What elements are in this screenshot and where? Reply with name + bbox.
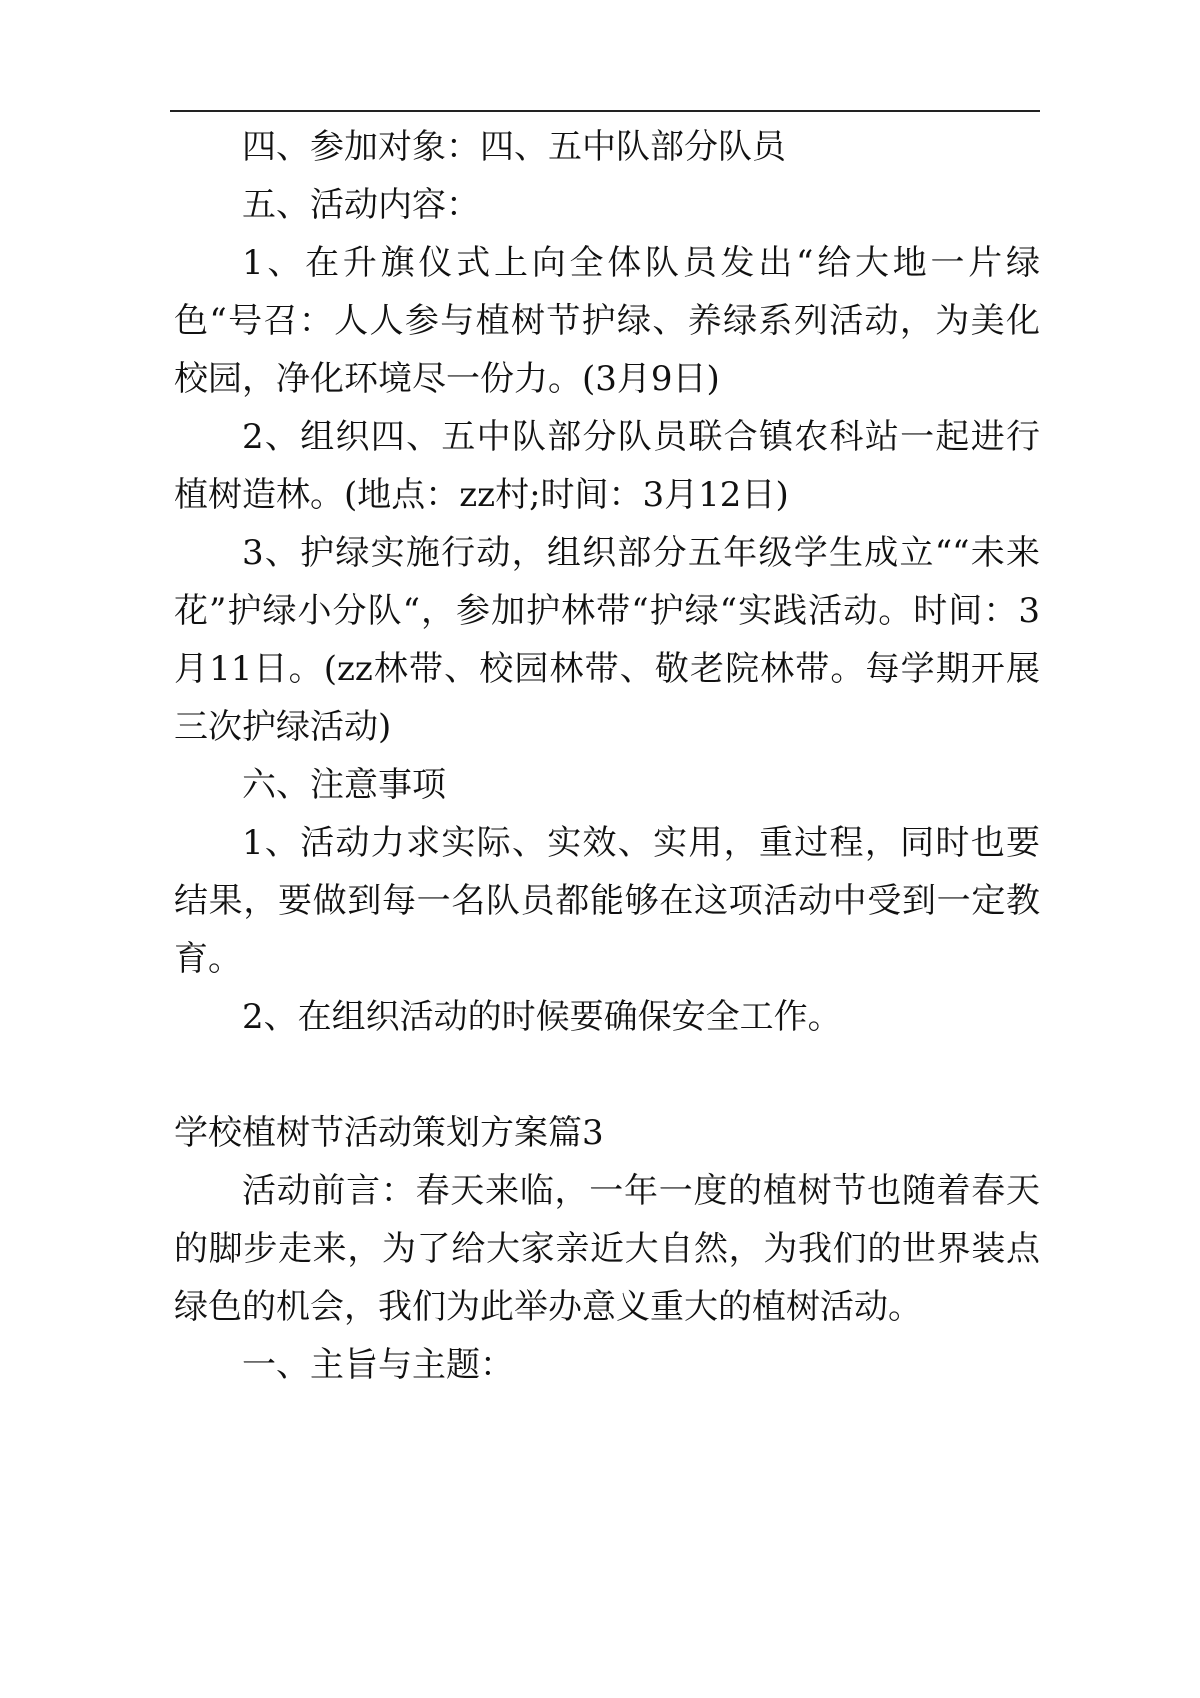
paragraph-activity-item-1: 1、在升旗仪式上向全体队员发出“给大地一片绿色“号召：人人参与植树节护绿、养绿系列活动，为美化校园，净化环境尽一份力。(3月9日) [174, 243, 1040, 399]
paragraph-activity-item-3: 3、护绿实施行动，组织部分五年级学生成立““未来花”护绿小分队“，参加护林带“护绿“实践活动。时间：3月11日。(zz林带、校园林带、敬老院林带。每学期开展三次护绿活动) [174, 533, 1040, 747]
paragraph-note-1: 1、活动力求实际、实效、实用，重过程，同时也要结果，要做到每一名队员都能够在这项活动中受到一定教育。 [174, 823, 1040, 979]
paragraph-note-2: 2、在组织活动的时候要确保安全工作。 [242, 997, 842, 1037]
paragraph-activity-content-heading: 五、活动内容： [242, 185, 480, 225]
paragraph-preface: 活动前言：春天来临，一年一度的植树节也随着春天的脚步走来，为了给大家亲近大自然，为我们的世界装点绿色的机会，我们为此举办意义重大的植树活动。 [174, 1171, 1040, 1327]
paragraph-purpose-heading: 一、主旨与主题： [242, 1345, 514, 1385]
section-title: 学校植树节活动策划方案篇3 [174, 1113, 604, 1153]
document-body [174, 118, 1040, 1394]
paragraph-notes-heading: 六、注意事项 [242, 765, 446, 805]
header-rule [170, 110, 1040, 112]
section-spacer [174, 1046, 1040, 1104]
paragraph-participants: 四、参加对象：四、五中队部分队员 [242, 127, 786, 167]
paragraph-activity-item-2: 2、组织四、五中队部分队员联合镇农科站一起进行植树造林。(地点：zz村;时间：3月12日) [174, 417, 1040, 515]
